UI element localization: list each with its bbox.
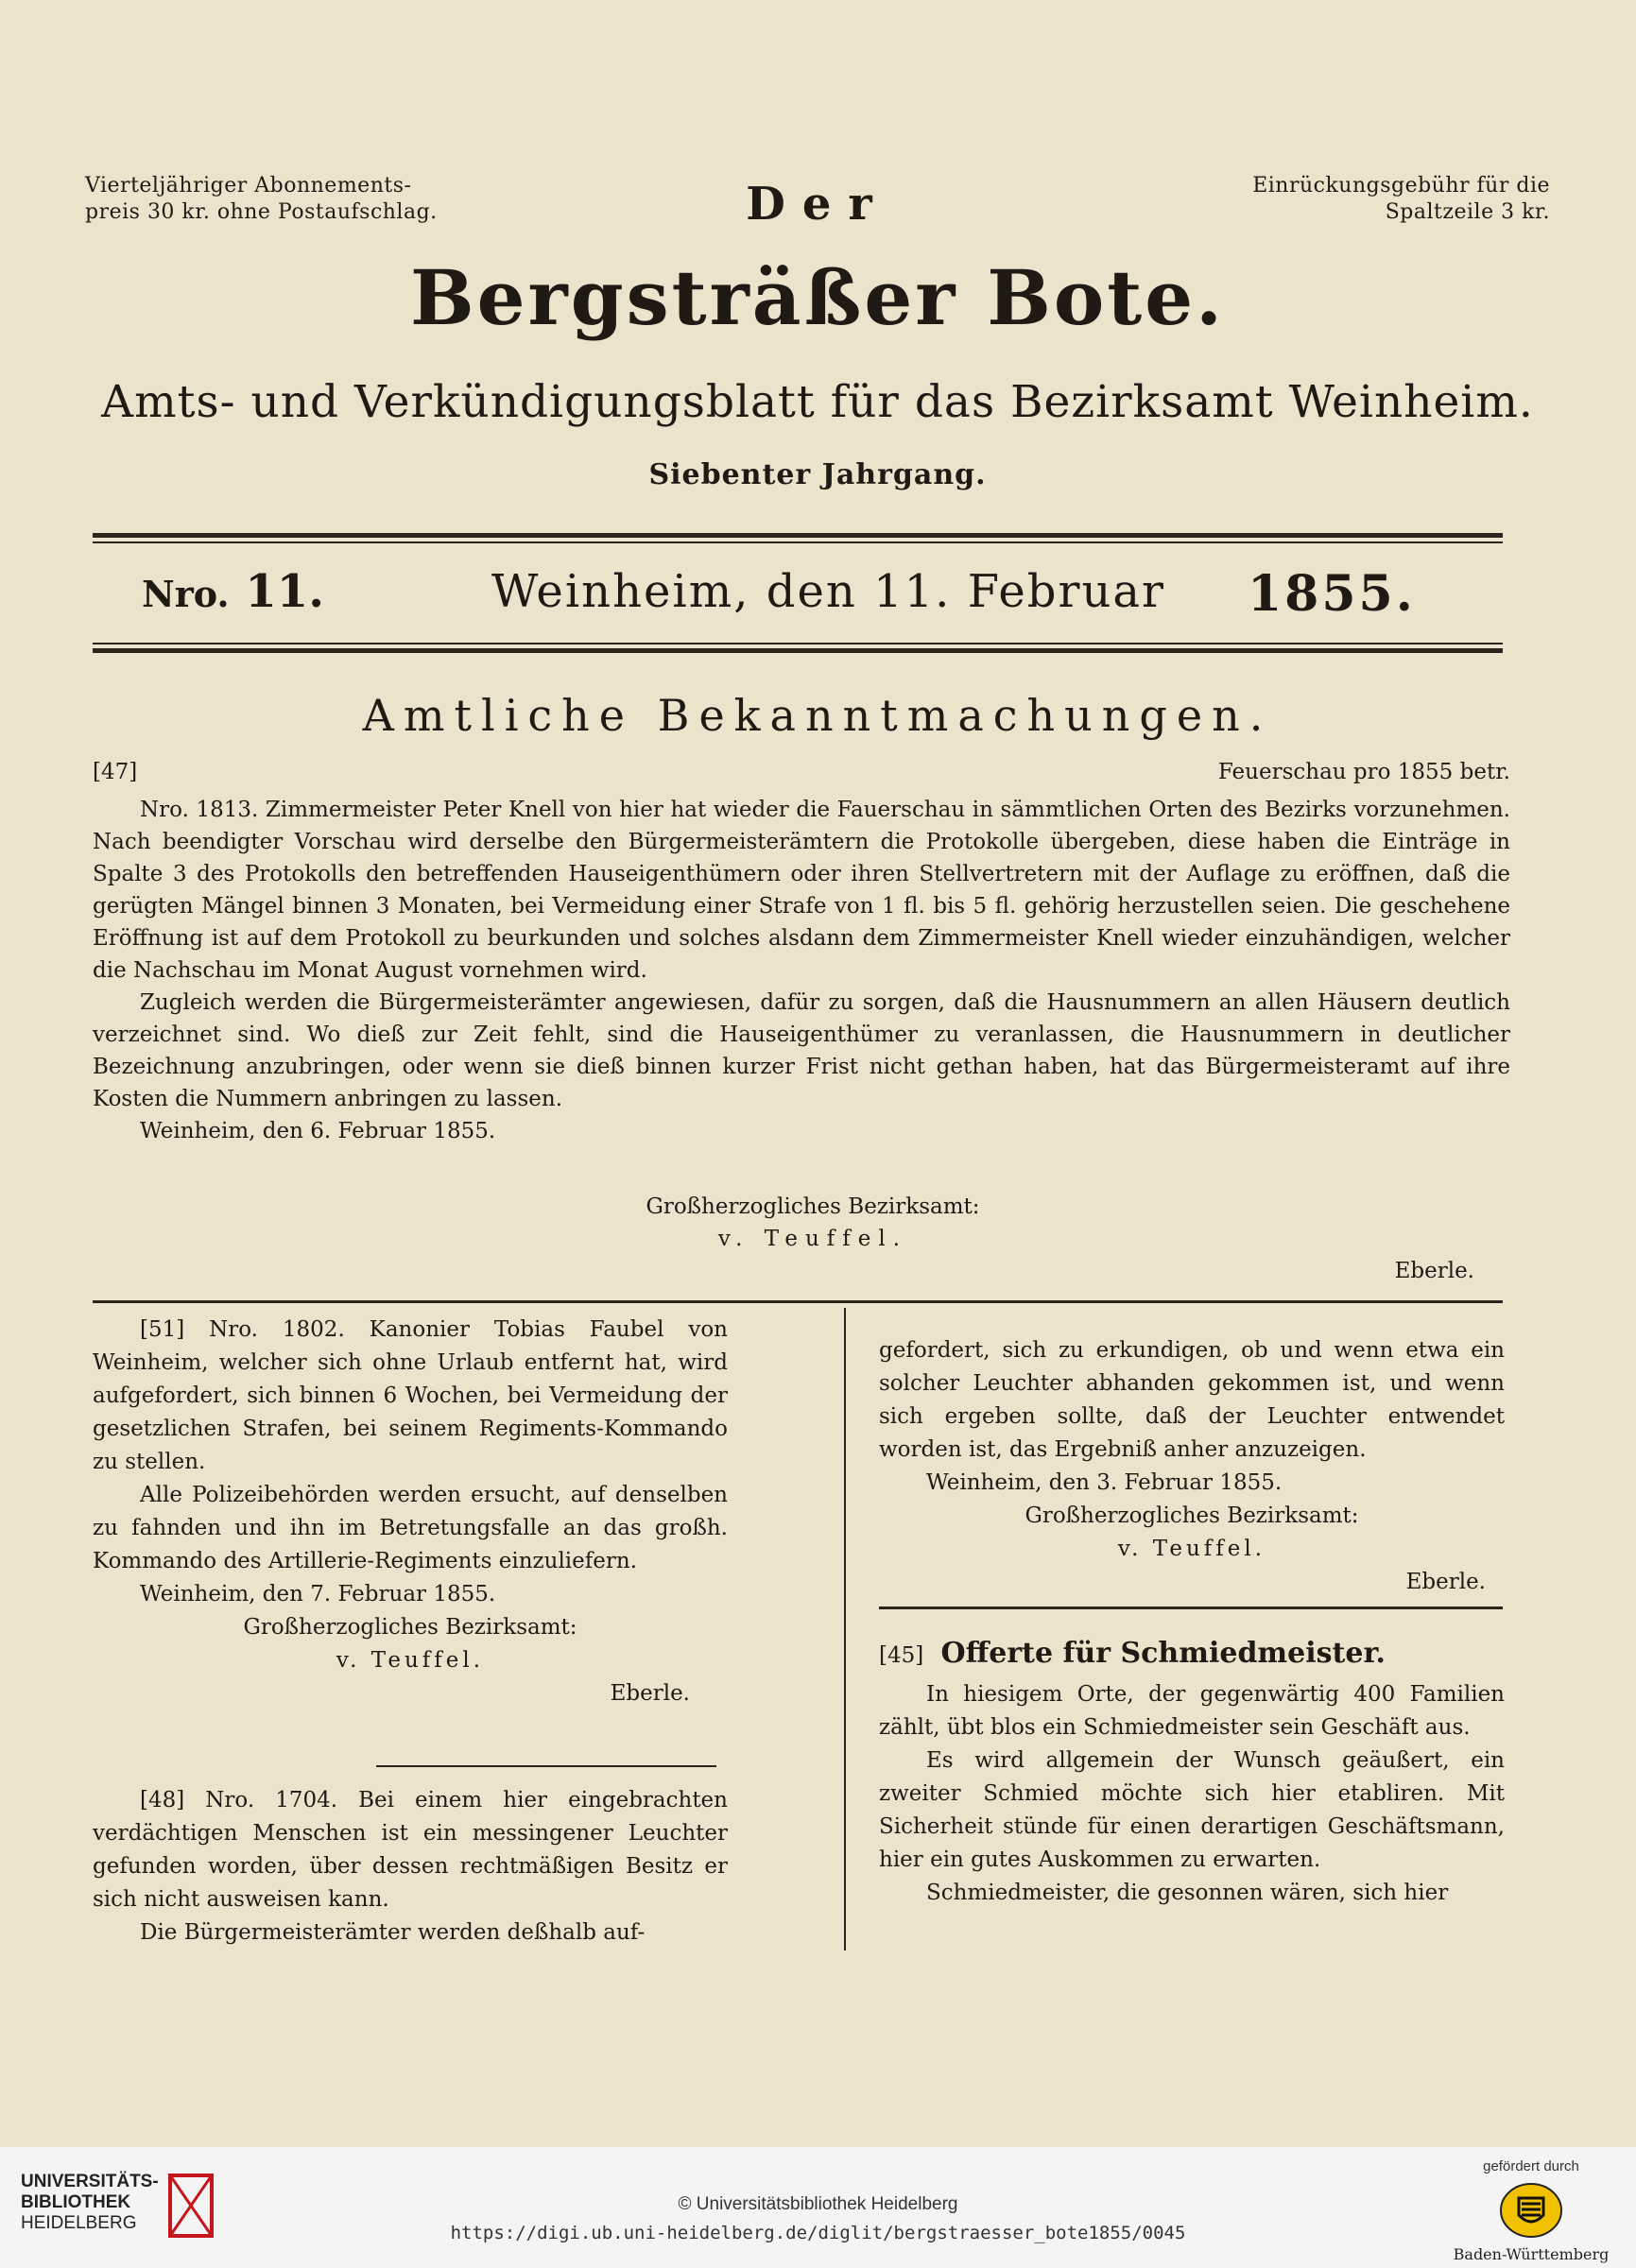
dateline: Weinheim, den 11. Februar bbox=[491, 565, 1165, 618]
mid-rule-thick bbox=[93, 648, 1503, 653]
notice-47-para-1: Nro. 1813. Zimmermeister Peter Knell von hier hat wieder die Fauerschau in sämmtlichen Orten des Bezirks vorzunehmen. Nach beendigter Vorschau wird derselbe den Bürgermeisterämtern die Protokolle übergeben, diese haben die Einträge in Spalte 3 des Protokolls den betreffenden Hauseigenthümern oder ihren Stellvertretern mit der Auflage zu eröffnen, daß die gerügten Mängel binnen 3 Monaten, bei Vermeidung einer Strafe von 1 fl. bis 5 fl. gehörig herzustellen seien. Die geschehene Eröffnung ist auf dem Protokoll zu beurkunden und solches alsdann dem Zimmermeister Knell wieder einzuhändigen, welcher die Nachschau im Monat August vornehmen wird. bbox=[93, 798, 1510, 983]
insertion-line-1: Einrückungsgebühr für die bbox=[1252, 174, 1550, 198]
notice-47-body bbox=[93, 794, 1510, 1147]
sponsor-name: Baden-Württemberg bbox=[1453, 2245, 1610, 2263]
notice-51-date: Weinheim, den 7. Februar 1855. bbox=[140, 1582, 496, 1606]
notice-48-para-2: Die Bürgermeisterämter werden deßhalb auf- bbox=[140, 1920, 646, 1945]
insertion-fee bbox=[1134, 173, 1550, 226]
section-heading: Amtliche Bekanntmachungen. bbox=[362, 690, 1273, 741]
notice-51-authority: Großherzogliches Bezirksamt: bbox=[243, 1615, 577, 1640]
column-divider bbox=[844, 1308, 846, 1950]
left-column-rule bbox=[376, 1765, 716, 1767]
notice-48-para-1: [48] Nro. 1704. Bei einem hier eingebrachten verdächtigen Menschen ist ein messingener Leuchter gefunden worden, über dessen rechtmäßigen Besitz er sich nicht ausweisen kann. bbox=[93, 1788, 728, 1912]
mid-rule-thin bbox=[93, 643, 1503, 644]
library-line-3: HEIDELBERG bbox=[21, 2213, 137, 2233]
issue-number bbox=[142, 565, 378, 618]
notice-47-number: [47] bbox=[93, 760, 138, 784]
issue-year: 1855. bbox=[1248, 565, 1416, 623]
subscription-price bbox=[85, 173, 482, 226]
notice-45-para-2: Es wird allgemein der Wunsch geäußert, ein zweiter Schmied möchte sich hier etabliren. Mit Sicherheit stünde für einen derartigen Geschäftsmann, hier ein gutes Auskommen zu erwarten. bbox=[879, 1748, 1505, 1872]
page-url-link[interactable]: https://digi.ub.uni-heidelberg.de/diglit/bergstraesser_bote1855/0045 bbox=[450, 2223, 1186, 2243]
notice-48 bbox=[93, 1784, 728, 1950]
subscription-line-2: preis 30 kr. ohne Postaufschlag. bbox=[85, 200, 438, 224]
notice-47-topic: Feuerschau pro 1855 betr. bbox=[1217, 760, 1510, 784]
notice-47-header bbox=[93, 760, 1510, 784]
notice-47-date: Weinheim, den 6. Februar 1855. bbox=[140, 1119, 496, 1143]
issue-number-value: 11. bbox=[245, 565, 324, 618]
notice-51-para-1: [51] Nro. 1802. Kanonier Tobias Faubel von Weinheim, welcher sich ohne Urlaub entfernt hat, wird aufgefordert, sich binnen 6 Wochen, bei Vermeidung der gesetzlichen Strafen, bei seinem Regiments-Kommando zu stellen. bbox=[93, 1317, 728, 1474]
copyright-text: © Universitätsbibliothek Heidelberg bbox=[678, 2194, 958, 2214]
notice-51-signer: v. Teuffel. bbox=[336, 1648, 485, 1673]
section-rule bbox=[93, 1300, 1503, 1303]
notice-51 bbox=[93, 1314, 728, 1710]
notice-45-header bbox=[879, 1637, 1505, 1670]
ub-heidelberg-logo-icon bbox=[163, 2168, 219, 2243]
notice-45-heading: Offerte für Schmiedmeister. bbox=[940, 1637, 1386, 1670]
notice-48-cont-date: Weinheim, den 3. Februar 1855. bbox=[926, 1470, 1283, 1495]
notice-47-authority: Großherzogliches Bezirksamt: bbox=[646, 1194, 980, 1219]
notice-51-para-2: Alle Polizeibehörden werden ersucht, auf denselben zu fahnden und ihn im Betretungsfalle an das großh. Kommando des Artillerie-Regiments einzuliefern. bbox=[93, 1483, 728, 1573]
issue-label: Nro. bbox=[142, 573, 230, 615]
notice-45-body bbox=[879, 1678, 1505, 1910]
right-column-rule bbox=[879, 1606, 1503, 1609]
volume-line: Siebenter Jahrgang. bbox=[648, 458, 987, 491]
baden-wuerttemberg-coat-of-arms-icon bbox=[1498, 2181, 1564, 2240]
notice-45-number: [45] bbox=[879, 1643, 924, 1668]
notice-48-cont-signer: v. Teuffel. bbox=[1117, 1537, 1266, 1561]
notice-48-cont-authority: Großherzogliches Bezirksamt: bbox=[1025, 1503, 1359, 1528]
library-line-1: UNIVERSITÄTS- bbox=[21, 2172, 159, 2191]
der-word: Der bbox=[746, 178, 889, 231]
masthead-title: Bergsträßer Bote. bbox=[410, 253, 1225, 342]
insertion-line-2: Spaltzeile 3 kr. bbox=[1385, 200, 1550, 224]
top-rule-thin bbox=[93, 541, 1503, 543]
notice-45-para-1: In hiesigem Orte, der gegenwärtig 400 Familien zählt, übt blos ein Schmiedmeister sein Geschäft aus. bbox=[879, 1682, 1505, 1740]
top-rule-thick bbox=[93, 533, 1503, 538]
notice-45-para-3: Schmiedmeister, die gesonnen wären, sich hier bbox=[926, 1881, 1449, 1905]
notice-47-signer: v. Teuffel. bbox=[717, 1227, 908, 1251]
notice-51-clerk: Eberle. bbox=[610, 1681, 690, 1706]
library-footer bbox=[0, 2147, 1636, 2268]
sponsor-label: gefördert durch bbox=[1483, 2158, 1579, 2174]
notice-47-para-2: Zugleich werden die Bürgermeisterämter angewiesen, dafür zu sorgen, daß die Hausnummern an allen Häusern deutlich verzeichnet sind. Wo dieß zur Zeit fehlt, sind die Hauseigenthümer zu veranlassen, die Hausnummern in deutlicher Bezeichnung anzubringen, oder wenn sie dieß binnen kurzer Frist nicht gethan haben, hat das Bürgermeisteramt auf ihre Kosten die Nummern anbringen zu lassen. bbox=[93, 990, 1510, 1111]
notice-47-clerk: Eberle. bbox=[1394, 1259, 1474, 1283]
notice-48-cont-clerk: Eberle. bbox=[1405, 1570, 1486, 1594]
notice-48-cont-para-1: gefordert, sich zu erkundigen, ob und wenn etwa ein solcher Leuchter abhanden gekommen ist, und wenn sich ergeben sollte, daß der Leuchter entwendet worden ist, das Ergebniß anher anzuzeigen. bbox=[879, 1338, 1505, 1462]
notice-48-continued bbox=[879, 1334, 1505, 1599]
library-line-2: BIBLIOTHEK bbox=[21, 2192, 131, 2212]
masthead-subtitle: Amts- und Verkündigungsblatt für das Bezirksamt Weinheim. bbox=[101, 376, 1534, 428]
subscription-line-1: Vierteljähriger Abonnements- bbox=[85, 174, 412, 198]
